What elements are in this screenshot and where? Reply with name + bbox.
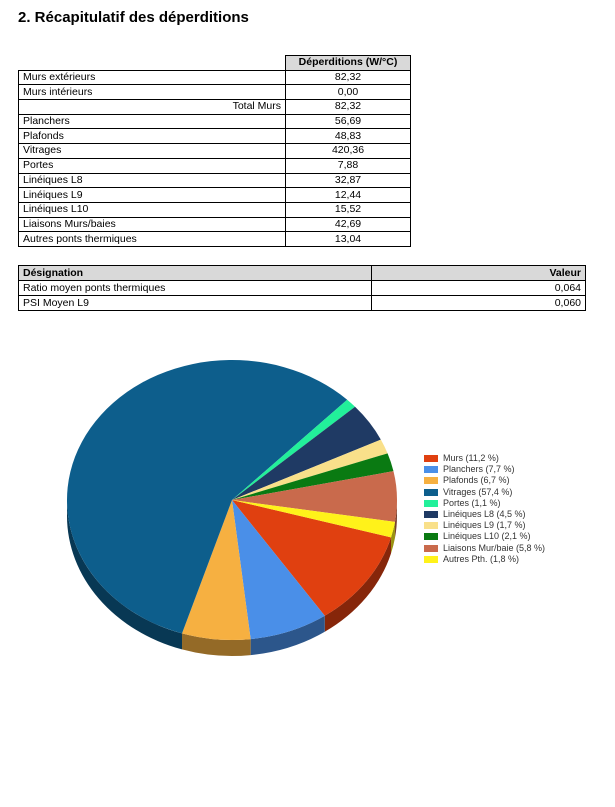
legend-swatch (424, 466, 438, 473)
legend-label: Plafonds (6,7 %) (443, 475, 510, 486)
legend-item (424, 464, 545, 475)
row-value: 0,064 (372, 281, 586, 296)
legend-swatch (424, 533, 438, 540)
table-row (19, 281, 586, 296)
deperditions-table (18, 55, 411, 247)
table-row (19, 70, 411, 85)
row-value: 82,32 (286, 70, 411, 85)
row-label: PSI Moyen L9 (19, 296, 372, 311)
row-label: Linéiques L9 (19, 188, 286, 203)
legend-item (424, 531, 545, 542)
row-label: Linéiques L8 (19, 173, 286, 188)
legend-label: Linéiques L9 (1,7 %) (443, 520, 526, 531)
row-label: Plafonds (19, 129, 286, 144)
legend-label: Portes (1,1 %) (443, 497, 501, 508)
row-value: 420,36 (286, 144, 411, 159)
row-value: 12,44 (286, 188, 411, 203)
legend-swatch (424, 545, 438, 552)
legend-swatch (424, 522, 438, 529)
table-row (19, 173, 411, 188)
table-row (19, 217, 411, 232)
legend-swatch (424, 489, 438, 496)
row-value: 7,88 (286, 158, 411, 173)
row-value: 42,69 (286, 217, 411, 232)
legend-label: Vitrages (57,4 %) (443, 486, 513, 497)
column-header-designation: Désignation (19, 266, 372, 281)
row-label: Planchers (19, 114, 286, 129)
legend-item (424, 498, 545, 509)
table-row (19, 114, 411, 129)
table-row (19, 85, 411, 100)
column-header-deperditions: Déperditions (W/°C) (286, 56, 411, 71)
legend-swatch (424, 500, 438, 507)
row-label: Ratio moyen ponts thermiques (19, 281, 372, 296)
row-value: 32,87 (286, 173, 411, 188)
section-title: 2. Récapitulatif des déperditions (18, 9, 249, 26)
chart-legend (424, 453, 545, 565)
table-header-row (19, 266, 586, 281)
row-value: 56,69 (286, 114, 411, 129)
row-label: Liaisons Murs/baies (19, 217, 286, 232)
row-label: Linéiques L10 (19, 202, 286, 217)
legend-item (424, 554, 545, 565)
row-value: 0,060 (372, 296, 586, 311)
legend-label: Linéiques L8 (4,5 %) (443, 508, 526, 519)
legend-item (424, 475, 545, 486)
row-value: 48,83 (286, 129, 411, 144)
row-label: Murs intérieurs (19, 85, 286, 100)
legend-item (424, 543, 545, 554)
row-value: 15,52 (286, 202, 411, 217)
table-row (19, 129, 411, 144)
total-label: Total Murs (19, 100, 286, 115)
legend-item (424, 509, 545, 520)
legend-item (424, 487, 545, 498)
table-row (19, 202, 411, 217)
row-value: 82,32 (286, 100, 411, 115)
legend-swatch (424, 455, 438, 462)
table-row (19, 232, 411, 247)
legend-label: Liaisons Mur/baie (5,8 %) (443, 542, 546, 553)
column-header-valeur: Valeur (372, 266, 586, 281)
legend-item (424, 453, 545, 464)
row-value: 13,04 (286, 232, 411, 247)
table-row (19, 100, 411, 115)
row-label: Autres ponts thermiques (19, 232, 286, 247)
row-value: 0,00 (286, 85, 411, 100)
legend-item (424, 520, 545, 531)
legend-label: Murs (11,2 %) (443, 453, 499, 463)
ratio-table (18, 265, 586, 311)
row-label: Portes (19, 158, 286, 173)
legend-swatch (424, 511, 438, 518)
legend-label: Planchers (7,7 %) (443, 464, 515, 475)
legend-label: Linéiques L10 (2,1 %) (443, 531, 531, 542)
row-label: Vitrages (19, 144, 286, 159)
legend-swatch (424, 477, 438, 484)
table-header-row (19, 56, 411, 71)
legend-swatch (424, 556, 438, 563)
table-row (19, 158, 411, 173)
table-row (19, 188, 411, 203)
table-row (19, 144, 411, 159)
table-row (19, 296, 586, 311)
legend-label: Autres Pth. (1,8 %) (443, 553, 520, 564)
row-label: Murs extérieurs (19, 70, 286, 85)
